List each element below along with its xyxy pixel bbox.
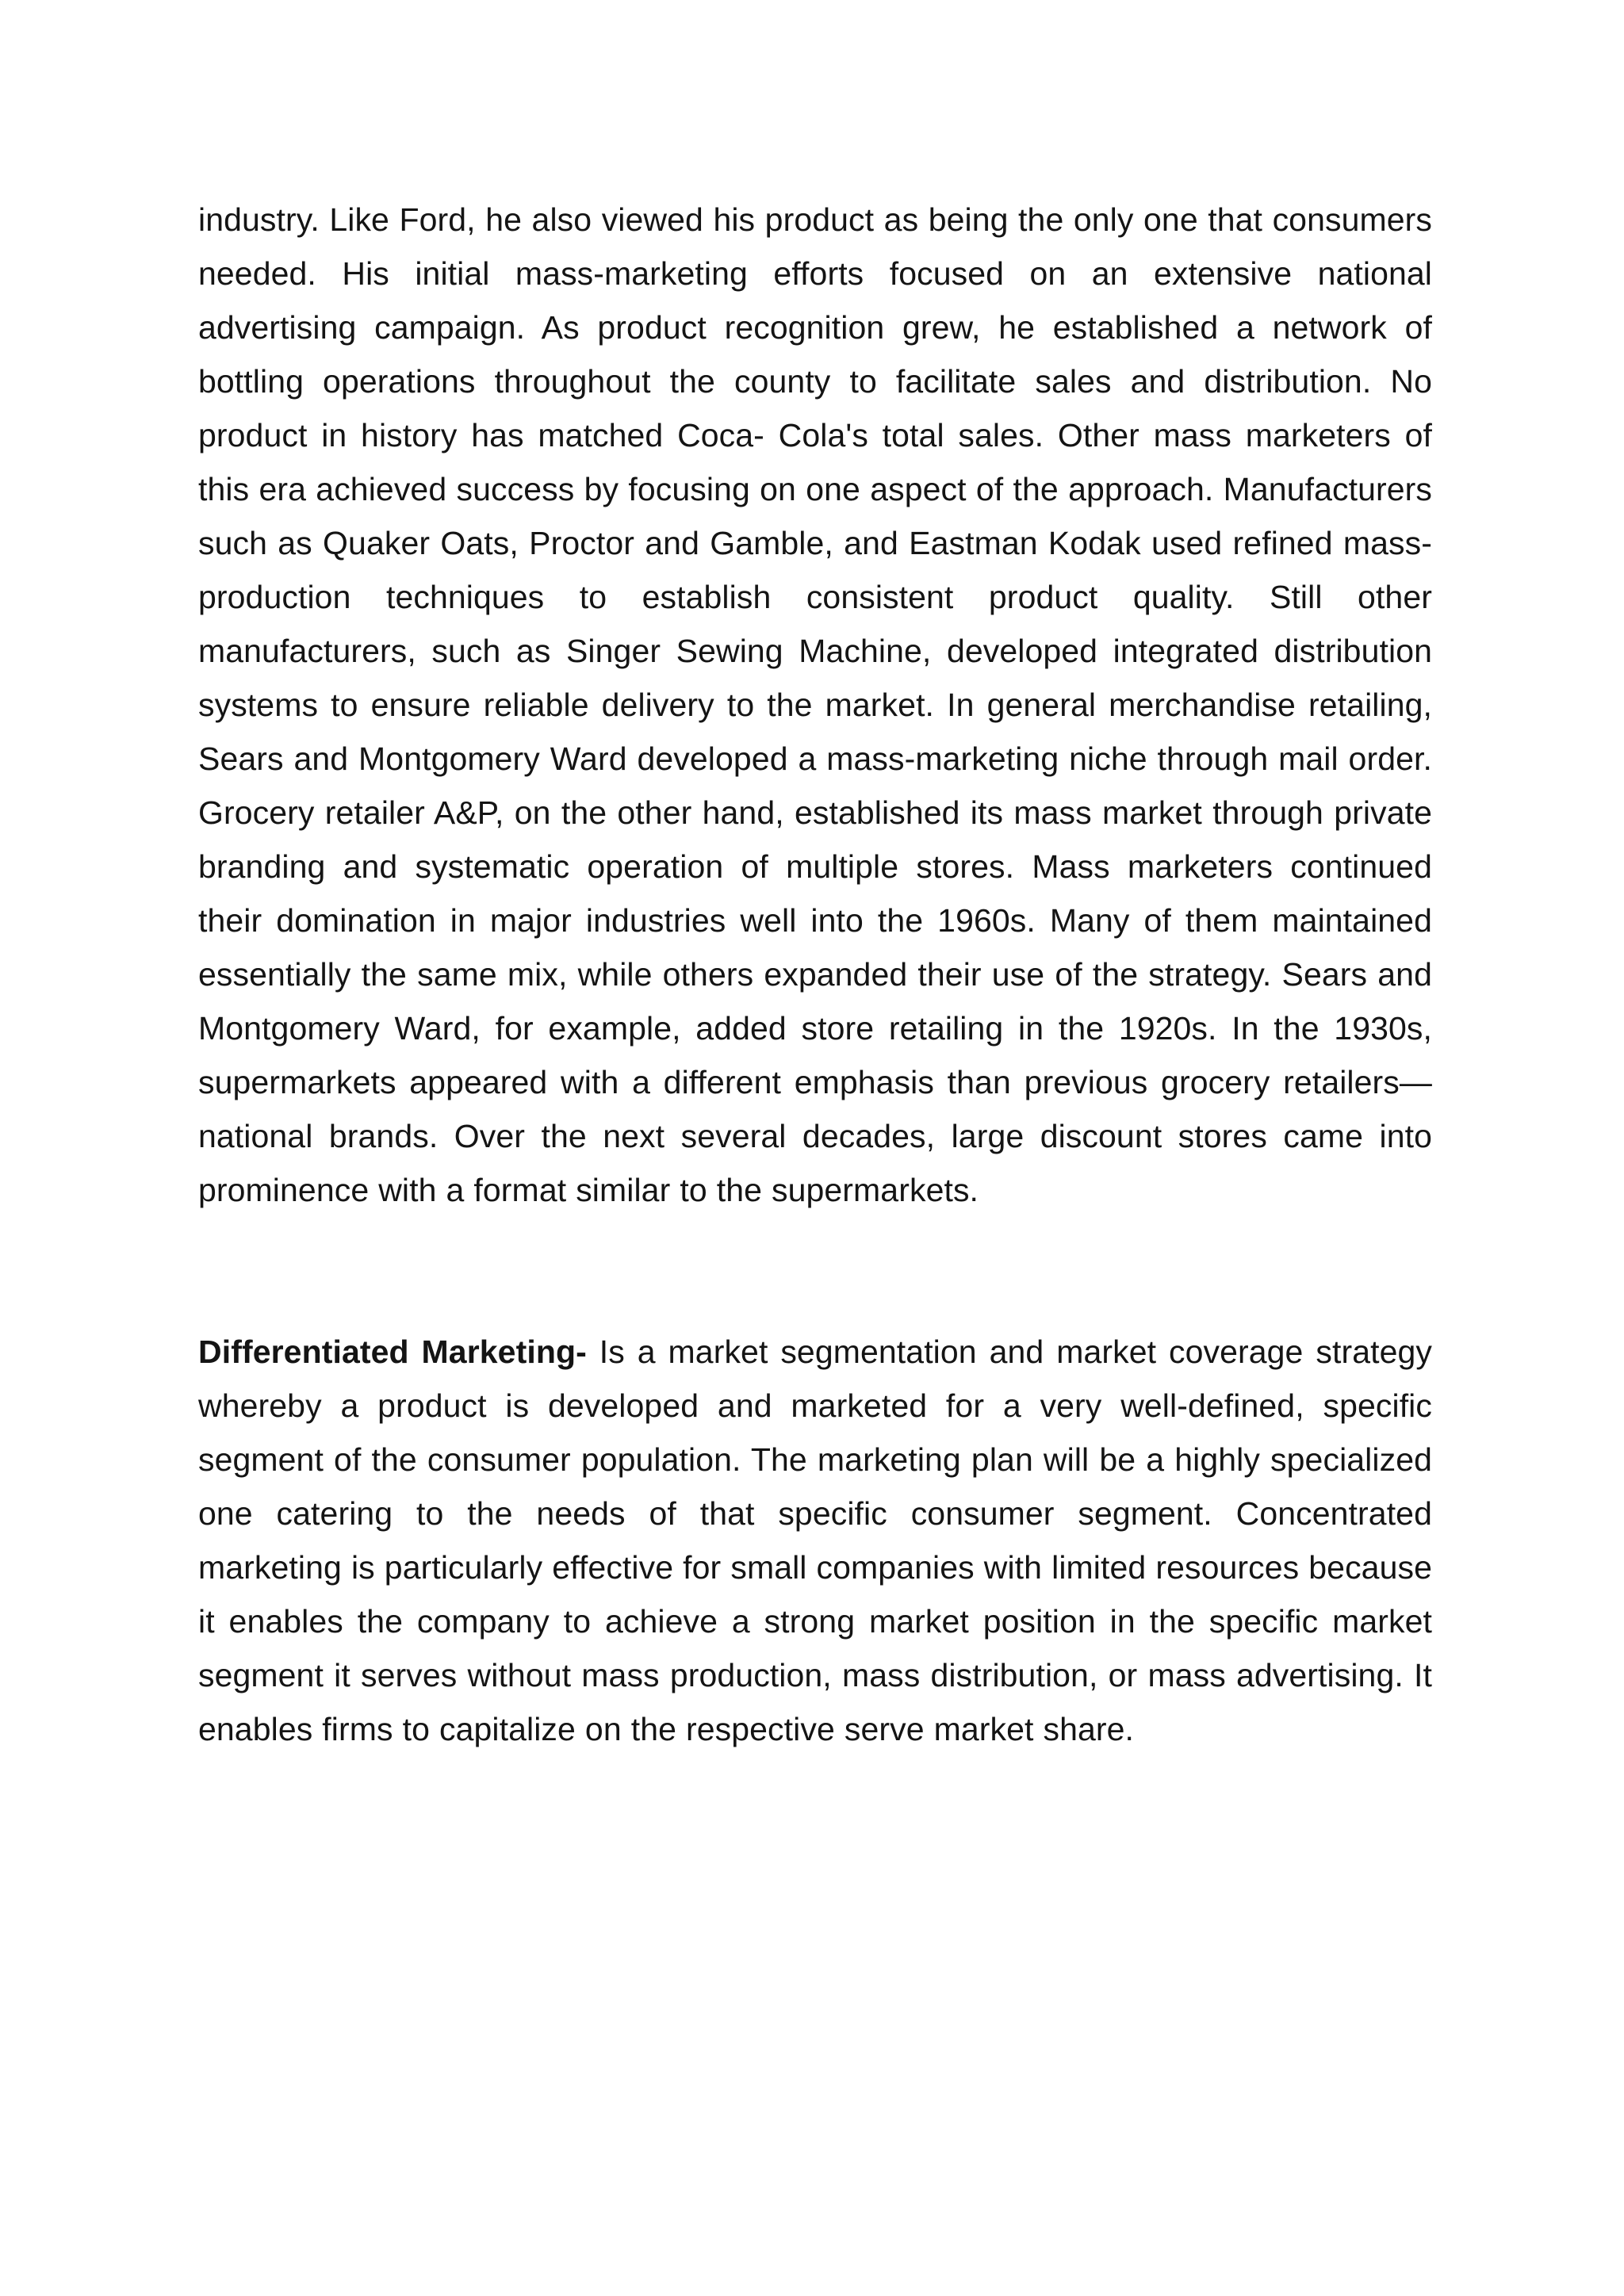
mass-marketing-paragraph: industry. Like Ford, he also viewed his product as being the only one that consumers needed. His initial mass-marketing efforts focused on an extensive national advertising campaign. As product recognition grew, he established a network of bottling operations throughout the county to facilitate sales and distribution. No product in history has matched Coca- Cola's total sales. Other mass marketers of this era achieved success by focusing on one aspect of the approach. Manufacturers such as Quaker Oats, Proctor and Gamble, and Eastman Kodak used refined mass-production techniques to establish consistent product quality. Still other manufacturers, such as Singer Sewing Machine, developed integrated distribution systems to ensure reliable delivery to the market. In general merchandise retailing, Sears and Montgomery Ward developed a mass-marketing niche through mail order. Grocery retailer A&P, on the other hand, established its mass market through private branding and systematic operation of multiple stores. Mass marketers continued their domination in major industries well into the 1960s. Many of them maintained essentially the same mix, while others expanded their use of the strategy. Sears and Montgomery Ward, for example, added store retailing in the 1920s. In the 1930s, supermarkets appeared with a different emphasis than previous grocery retailers—national brands. Over the next several decades, large discount stores came into prominence with a format similar to the supermarkets. bbox=[198, 201, 1432, 1208]
differentiated-marketing-term: Differentiated Marketing- bbox=[198, 1334, 587, 1370]
differentiated-marketing-paragraph bbox=[198, 1325, 1432, 1756]
body-text bbox=[198, 193, 1432, 1756]
differentiated-marketing-definition: Is a market segmentation and market coverage strategy whereby a product is developed and marketed for a very well-defined, specific segment of the consumer population. The marketing plan will be a highly specialized one catering to the needs of that specific consumer segment. Concentrated marketing is particularly effective for small companies with limited resources because it enables the company to achieve a strong market position in the specific market segment it serves without mass production, mass distribution, or mass advertising. It enables firms to capitalize on the respective serve market share. bbox=[198, 1334, 1432, 1747]
